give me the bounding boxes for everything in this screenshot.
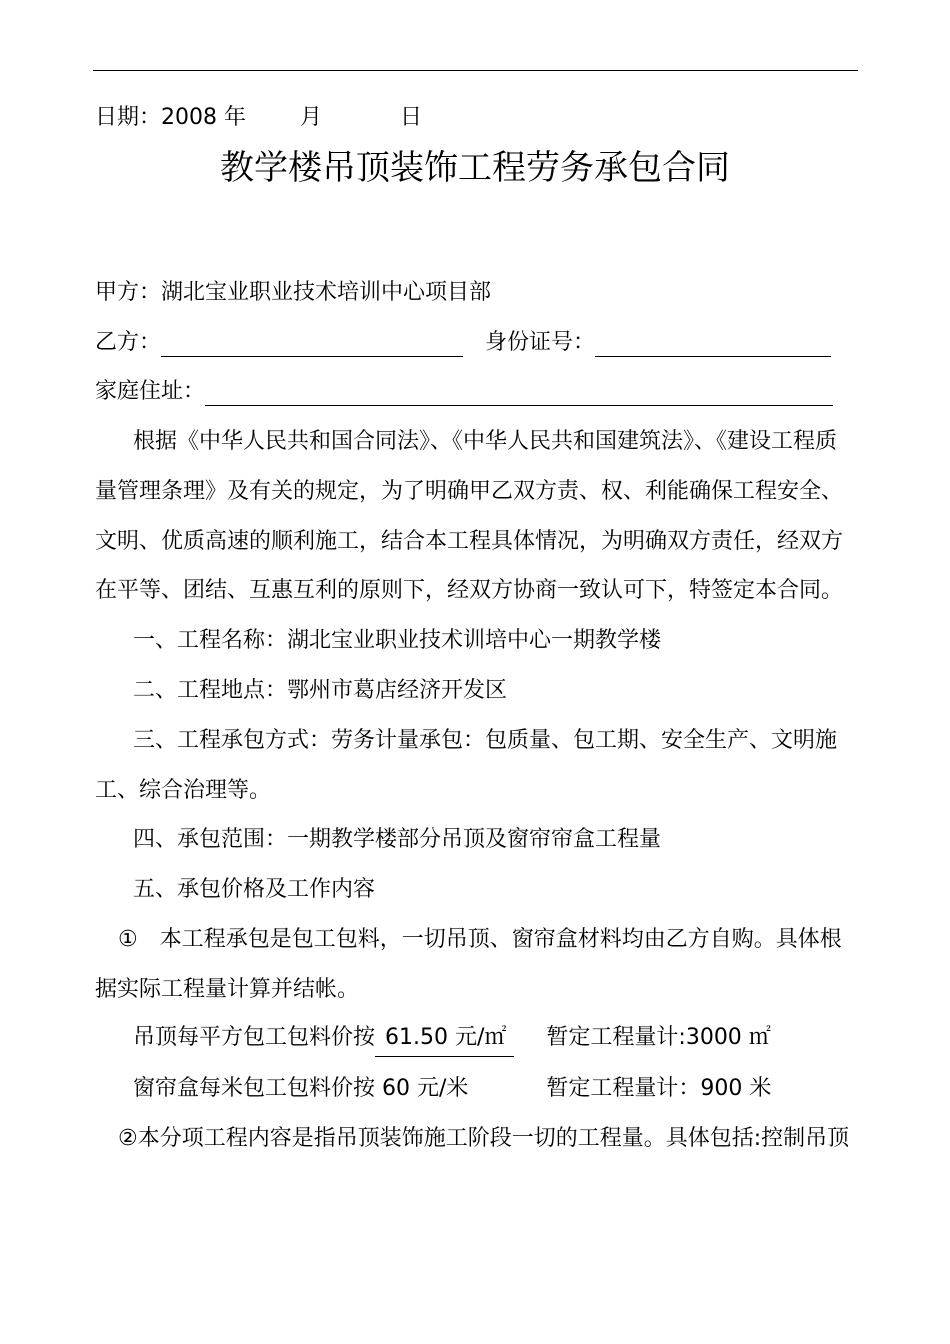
curtain-price-line xyxy=(133,1075,771,1103)
clause-project-name: 一、工程名称：湖北宝业职业技术训培中心一期教学楼 xyxy=(133,628,662,653)
curtain-price-label: 窗帘盒每米包工包料价按 60 元/米 xyxy=(133,1076,469,1101)
preamble-line-4: 在平等、团结、互惠互利的原则下，经双方协商一致认可下，特签定本合同。 xyxy=(95,578,844,603)
id-number-label: 身份证号： xyxy=(485,330,596,355)
date-line xyxy=(95,104,422,132)
ceiling-quantity: 暂定工程量计:3000 ㎡ xyxy=(546,1025,771,1050)
document-title: 教学楼吊顶装饰工程劳务承包合同 xyxy=(220,148,730,188)
clause-project-location: 二、工程地点：鄂州市葛店经济开发区 xyxy=(133,678,508,703)
party-b-line xyxy=(95,329,831,357)
clause-contract-method-cont: 工、综合治理等。 xyxy=(95,778,272,803)
ceiling-price-line xyxy=(133,1024,771,1057)
preamble-line-2: 量管理条理》及有关的规定，为了明确甲乙双方责、权、利能确保工程安全、 xyxy=(95,479,844,504)
date-year: 2008 年 xyxy=(161,105,246,130)
preamble-line-1: 根据《中华人民共和国合同法》、《中华人民共和国建筑法》、《建设工程质 xyxy=(133,429,838,454)
address-label: 家庭住址： xyxy=(95,379,206,404)
item-1-line-1: ① 本工程承包是包工包料，一切吊顶、窗帘盒材料均由乙方自购。具体根 xyxy=(118,927,842,952)
party-a-line: 甲方：湖北宝业职业技术培训中心项目部 xyxy=(95,280,492,305)
ceiling-price-value: 61.50 元/㎡ xyxy=(375,1024,514,1057)
date-label: 日期： xyxy=(95,105,162,130)
id-number-blank xyxy=(595,330,831,357)
item-2-line-1: ②本分项工程内容是指吊顶装饰施工阶段一切的工程量。具体包括:控制吊顶 xyxy=(118,1126,850,1151)
party-b-blank xyxy=(161,330,463,357)
header-rule xyxy=(93,70,858,71)
address-blank xyxy=(205,379,833,406)
clause-price-content: 五、承包价格及工作内容 xyxy=(133,877,376,902)
ceiling-price-label: 吊顶每平方包工包料价按 xyxy=(133,1025,376,1050)
party-b-label: 乙方： xyxy=(95,330,162,355)
date-month: 月 xyxy=(300,105,323,130)
preamble-line-3: 文明、优质高速的顺利施工，结合本工程具体情况，为明确双方责任，经双方 xyxy=(95,529,844,554)
date-day: 日 xyxy=(400,105,423,130)
clause-scope: 四、承包范围：一期教学楼部分吊顶及窗帘帘盒工程量 xyxy=(133,827,662,852)
curtain-quantity: 暂定工程量计：900 米 xyxy=(546,1076,772,1101)
clause-contract-method: 三、工程承包方式：劳务计量承包：包质量、包工期、安全生产、文明施 xyxy=(133,728,838,753)
item-1-line-2: 据实际工程量计算并结帐。 xyxy=(95,977,360,1002)
address-line xyxy=(95,378,833,406)
